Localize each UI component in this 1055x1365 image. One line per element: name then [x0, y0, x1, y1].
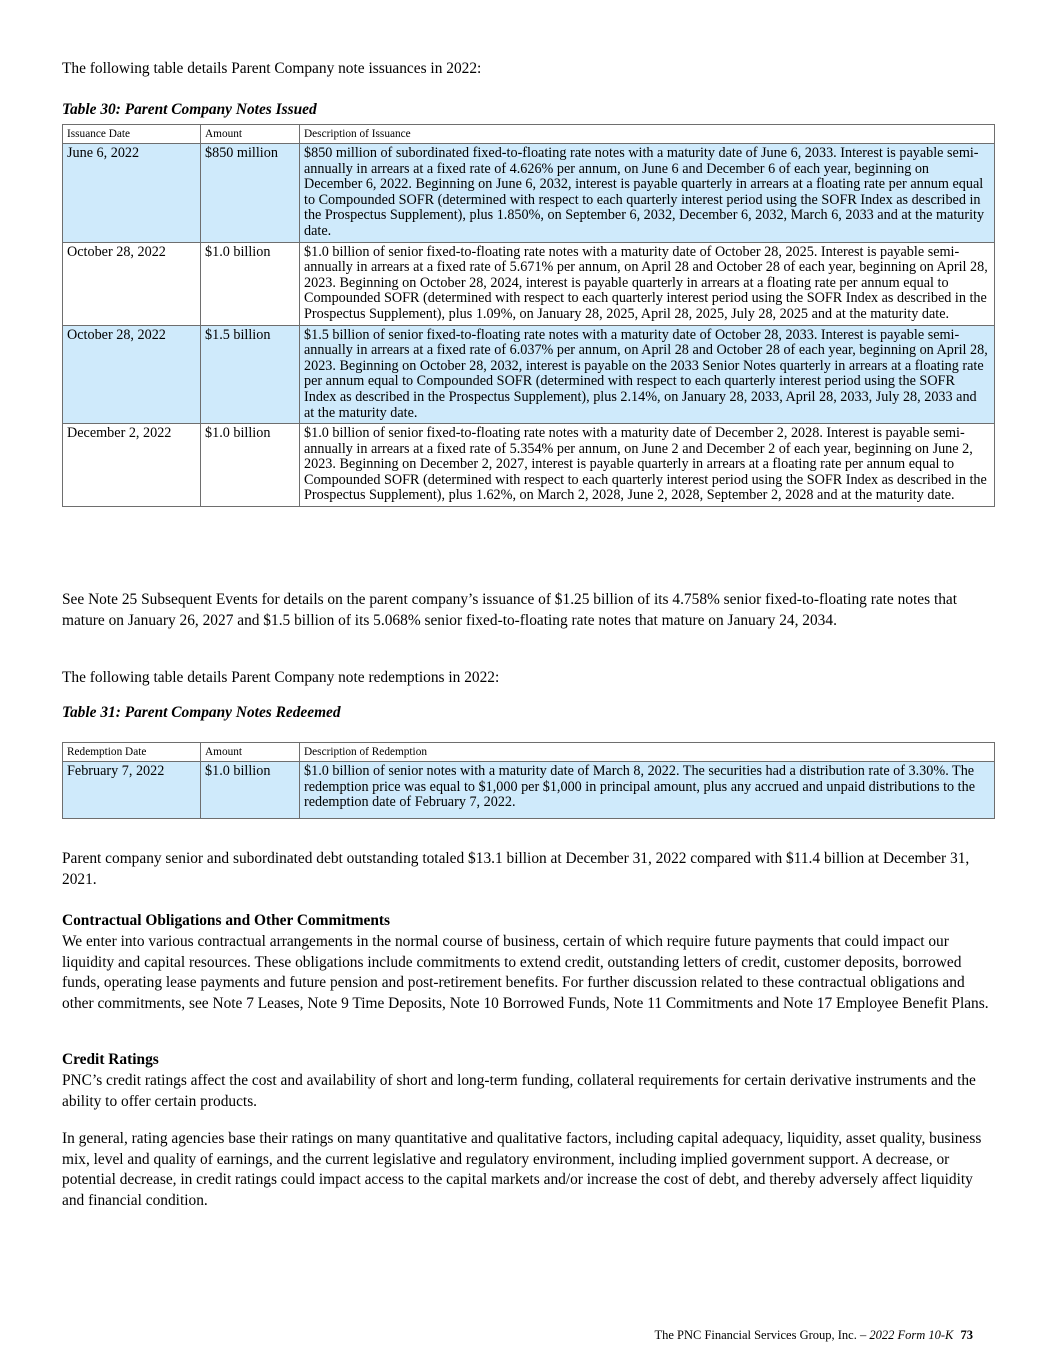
redemption-description: $1.0 billion of senior notes with a maturity date of March 8, 2022. The securities had a distribution rate of 3.30%. The redemption price was equal to $1,000 per $1,000 in principal amount, plus any accrued and unpaid distributions to the redemption date of February 7, 2022. — [300, 762, 995, 819]
note25-paragraph: See Note 25 Subsequent Events for details on the parent company’s issuance of $1.25 billion of its 4.758% senior fixed-to-floating rate notes that mature on January 26, 2027 and $1.5 billion of its 5.068% senior fixed-to-floating rate notes that mature on January 24, 2034. — [62, 591, 958, 629]
redemption-amount: $1.0 billion — [201, 762, 300, 819]
table-row — [63, 144, 995, 243]
issuance-amount: $850 million — [201, 144, 300, 243]
contractual-body: We enter into various contractual arrangements in the normal course of business, certain of which require future payments that could impact our liquidity and capital resources. These obligations include commitments to extend credit, outstanding letters of credit, customer deposits, borrowed funds, operating lease payments and future pension and post-retirement benefits. For further discussion related to these contractual obligations and other commitments, see Note 7 Leases, Note 9 Time Deposits, Note 10 Borrowed Funds, Note 11 Commitments and Note 17 Employee Benefit Plans. — [62, 933, 989, 1012]
issuance-description: $850 million of subordinated fixed-to-floating rate notes with a maturity date of June 6, 2033. Interest is payable semi-annually in arrears at a fixed rate of 4.626% per annum, on June 6 and December 6 of each year, beginning on December 6, 2022. Beginning on June 6, 2032, interest is payable quarterly in arrears at a floating rate per annum equal to Compounded SOFR (determined with respect to each quarterly interest period using the SOFR Index as described in the Prospectus Supplement), plus 1.850%, on September 6, 2032, December 6, 2032, March 6, 2033 and at the maturity date. — [300, 144, 995, 243]
table30 — [62, 124, 995, 507]
redemption-date: February 7, 2022 — [63, 762, 201, 819]
table31-caption: Table 31: Parent Company Notes Redeemed — [62, 704, 341, 721]
table-row — [63, 242, 995, 325]
issuance-date: June 6, 2022 — [63, 144, 201, 243]
issuance-amount: $1.0 billion — [201, 242, 300, 325]
col-header-amount: Amount — [201, 743, 300, 762]
footer-company: The PNC Financial Services Group, Inc. – — [654, 1328, 867, 1342]
issuance-description: $1.0 billion of senior fixed-to-floating rate notes with a maturity date of October 28, 2025. Interest is payable semi-annually in arrears at a fixed rate of 5.671% per annum, on April 28 and October 28 of each year, beginning on April 28, 2023. Beginning on October 28, 2024, interest is payable quarterly in arrears at a floating rate per annum equal to Compounded SOFR (determined with respect to each quarterly interest period using the SOFR Index as described in the Prospectus Supplement), plus 1.09%, on January 28, 2025, April 28, 2025, July 28, 2025 and at the maturity date. — [300, 242, 995, 325]
table31 — [62, 742, 995, 819]
issuance-amount: $1.5 billion — [201, 325, 300, 424]
footer-form: 2022 Form 10-K — [869, 1328, 954, 1342]
table30-header-row — [63, 125, 995, 144]
issuance-date: December 2, 2022 — [63, 424, 201, 507]
credit-ratings-body-2: In general, rating agencies base their ratings on many quantitative and qualitative factors, including capital adequacy, liquidity, asset quality, business mix, level and quality of earnings, and the current legislative and regulatory environment, including implied government support. A decrease, or potential decrease, in credit ratings could impact access to the capital markets and/or increase the cost of debt, and thereby adversely affect liquidity and financial condition. — [62, 1130, 982, 1209]
debt-outstanding-paragraph: Parent company senior and subordinated debt outstanding totaled $13.1 billion at December 31, 2022 compared with $11.4 billion at December 31, 2021. — [62, 850, 970, 888]
col-header-date: Issuance Date — [63, 125, 201, 144]
page-footer — [654, 1328, 973, 1343]
page-number: 73 — [960, 1328, 973, 1342]
issuance-description: $1.0 billion of senior fixed-to-floating rate notes with a maturity date of December 2, 2028. Interest is payable semi-annually in arrears at a fixed rate of 5.354% per annum, on June 2 and December 2 of each year, beginning on June 2, 2023. Beginning on December 2, 2027, interest is payable quarterly in arrears at a floating rate per annum equal to Compounded SOFR (determined with respect to each quarterly interest period using the SOFR Index as described in the Prospectus Supplement), plus 1.62%, on March 2, 2028, June 2, 2028, September 2, 2028 and at the maturity date. — [300, 424, 995, 507]
col-header-description: Description of Issuance — [300, 125, 995, 144]
table-row — [63, 424, 995, 507]
table31-header-row — [63, 743, 995, 762]
table-row — [63, 325, 995, 424]
col-header-redemption-date: Redemption Date — [63, 743, 201, 762]
credit-ratings-heading: Credit Ratings — [62, 1051, 159, 1068]
table-row — [63, 762, 995, 819]
issuance-amount: $1.0 billion — [201, 424, 300, 507]
col-header-description: Description of Redemption — [300, 743, 995, 762]
intro-issued: The following table details Parent Company note issuances in 2022: — [62, 60, 482, 77]
credit-ratings-body-1: PNC’s credit ratings affect the cost and availability of short and long-term funding, collateral requirements for certain derivative instruments and the ability to offer certain products. — [62, 1072, 976, 1110]
intro-redeemed: The following table details Parent Company note redemptions in 2022: — [62, 669, 500, 686]
table30-caption: Table 30: Parent Company Notes Issued — [62, 101, 317, 118]
issuance-date: October 28, 2022 — [63, 242, 201, 325]
col-header-amount: Amount — [201, 125, 300, 144]
issuance-description: $1.5 billion of senior fixed-to-floating rate notes with a maturity date of October 28, 2033. Interest is payable semi-annually in arrears at a fixed rate of 6.037% per annum, on April 28 and October 28 of each year, beginning on April 28, 2023. Beginning on October 28, 2032, interest is payable on the 2033 Senior Notes quarterly in arrears at a floating rate per annum equal to Compounded SOFR (determined with respect to each quarterly interest period using the SOFR Index as described in the Prospectus Supplement), plus 2.14%, on January 28, 2033, April 28, 2033, July 28, 2033 and at the maturity date. — [300, 325, 995, 424]
issuance-date: October 28, 2022 — [63, 325, 201, 424]
contractual-heading: Contractual Obligations and Other Commitments — [62, 912, 391, 929]
